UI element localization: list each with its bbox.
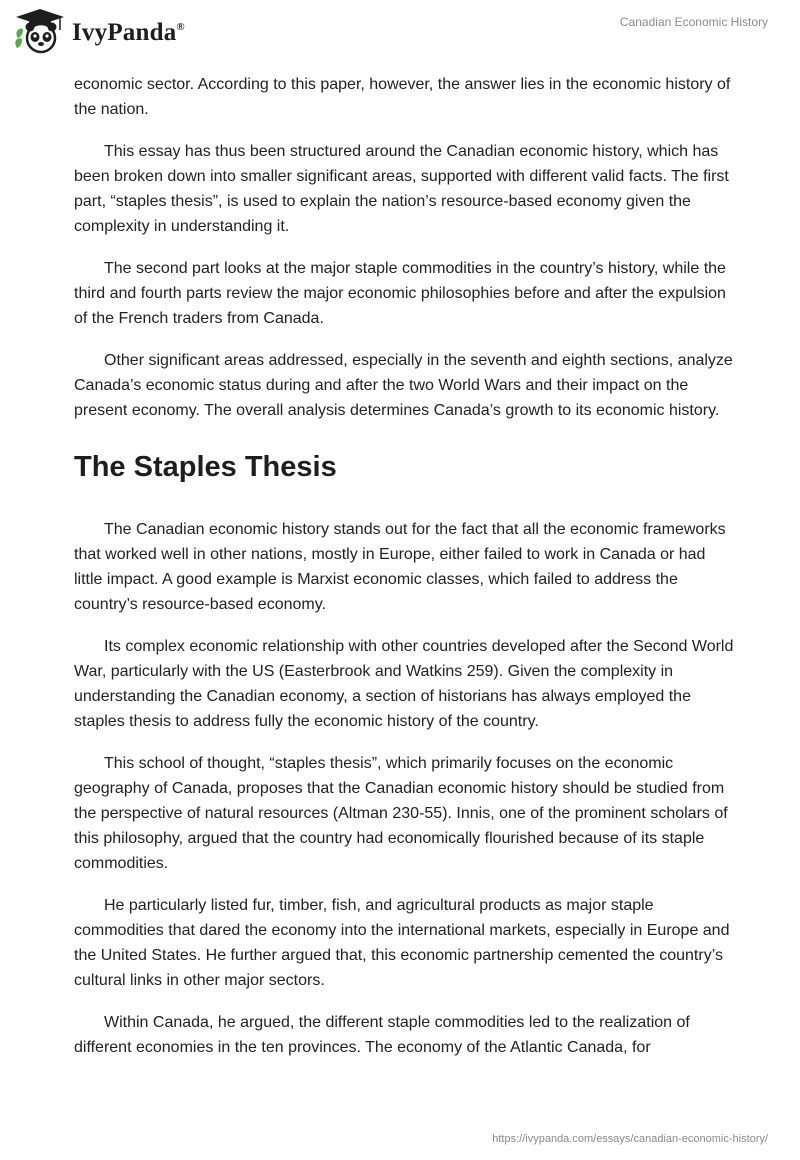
paragraph: Other significant areas addressed, especially in the seventh and eighth sections, analyze Canada’s economic status during and after the two World Wars and their impact on the present economy. The overall analysis determines Canada’s growth to its economic history. bbox=[74, 352, 733, 419]
paragraph: Its complex economic relationship with other countries developed after the Second World War, particularly with the US (Easterbrook and Watkins 259). Given the complexity in understanding the Canadian economy, a section of historians has always employed the staples thesis to address fully the economic history of the country. bbox=[74, 638, 734, 730]
paragraph: The second part looks at the major staple commodities in the country’s history, while the third and fourth parts review the major economic philosophies before and after the expulsion of the French traders from Canada. bbox=[74, 260, 726, 327]
panda-graduate-icon bbox=[14, 8, 66, 54]
paragraph: This essay has thus been structured around the Canadian economic history, which has been broken down into smaller significant areas, supported with different valid facts. The first part, “staples thesis”, is used to explain the nation’s resource-based economy given the complexity in understanding it. bbox=[74, 143, 729, 235]
page-header bbox=[0, 0, 800, 70]
registered-mark: ® bbox=[176, 21, 185, 33]
paragraph: He particularly listed fur, timber, fish, and agricultural products as major staple commodities that dared the economy into the international markets, especially in Europe and the United States. He further argued that, this economic partnership cemented the country’s cultural links in other major sectors. bbox=[74, 897, 730, 989]
document-title: Canadian Economic History bbox=[619, 15, 768, 29]
essay-content bbox=[74, 72, 734, 1077]
paragraph: Within Canada, he argued, the different staple commodities led to the realization of different economies in the ten provinces. The economy of the Atlantic Canada, for bbox=[74, 1014, 690, 1056]
paragraph: The Canadian economic history stands out for the fact that all the economic frameworks that worked well in other nations, mostly in Europe, either failed to work in Canada or had little impact. A good example is Marxist economic classes, which failed to address the country’s resource-based economy. bbox=[74, 521, 726, 613]
paragraph: economic sector. According to this paper, however, the answer lies in the economic history of the nation. bbox=[74, 76, 731, 118]
ivypanda-logo[interactable] bbox=[14, 8, 185, 54]
section-heading: The Staples Thesis bbox=[74, 451, 337, 483]
brand-name: IvyPanda® bbox=[72, 19, 185, 46]
paragraph: This school of thought, “staples thesis”, which primarily focuses on the economic geography of Canada, proposes that the Canadian economic history should be studied from the perspective of natural resources (Altman 230-55). Innis, one of the prominent scholars of this philosophy, argued that the country had economically flourished because of its staple commodities. bbox=[74, 755, 728, 872]
source-url[interactable]: https://ivypanda.com/essays/canadian-economic-history/ bbox=[492, 1133, 768, 1145]
